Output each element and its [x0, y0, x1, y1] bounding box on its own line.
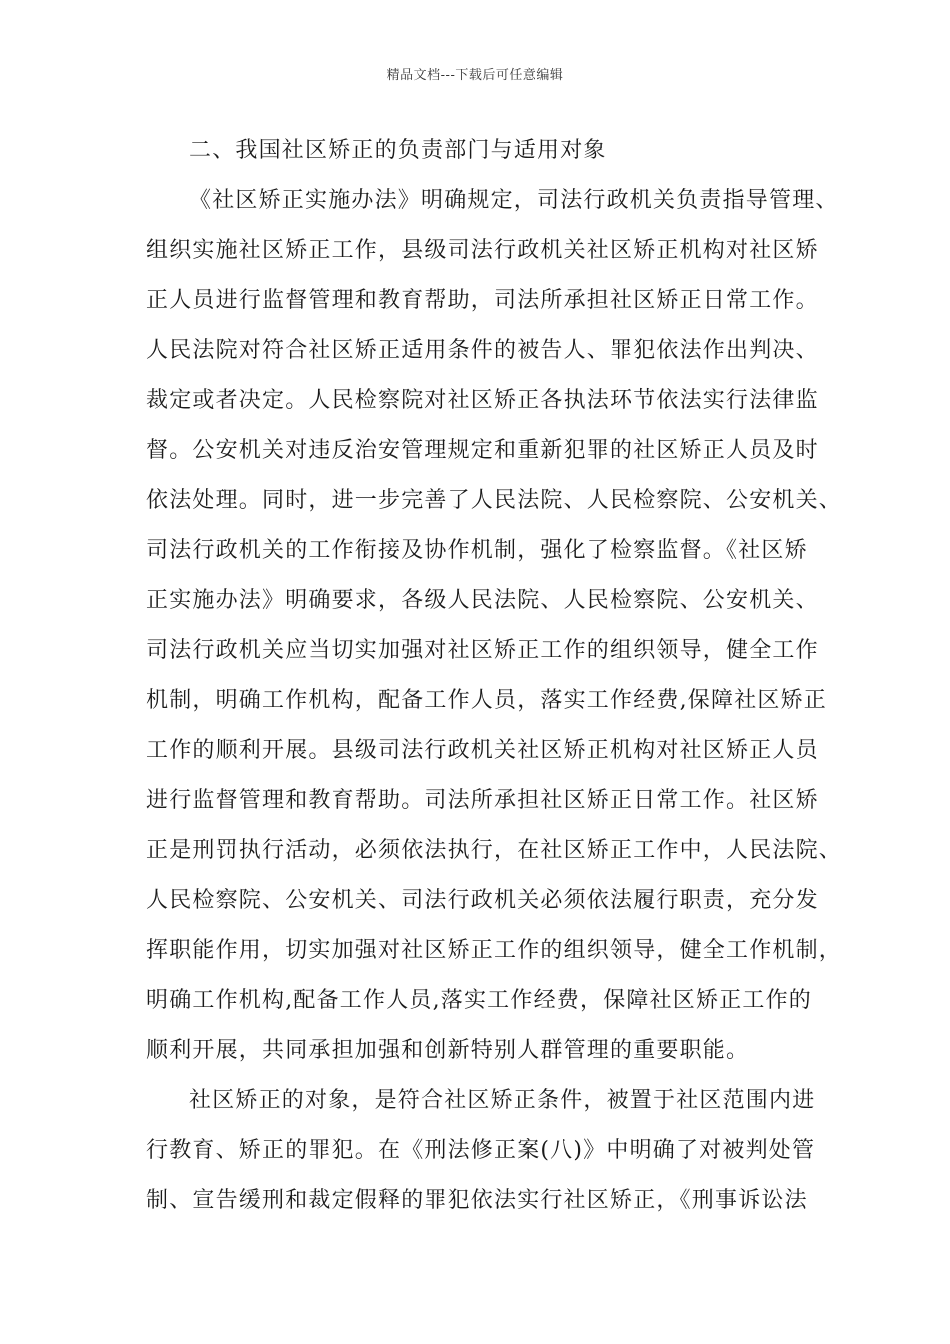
body-line: 正是刑罚执行活动，必须依法执行，在社区矫正工作中，人民法院、 — [146, 838, 843, 863]
body-line: 组织实施社区矫正工作，县级司法行政机关社区矫正机构对社区矫 — [146, 238, 819, 263]
body-line: 依法处理。同时，进一步完善了人民法院、人民检察院、公安机关、 — [146, 488, 843, 513]
body-line: 挥职能作用，切实加强对社区矫正工作的组织领导，健全工作机制， — [146, 938, 843, 963]
page-header: 精品文档---下载后可任意编辑 — [386, 68, 564, 83]
body-line: 司法行政机关的工作衔接及协作机制，强化了检察监督。《社区矫 — [146, 538, 808, 563]
body-line: 《社区矫正实施办法》明确规定，司法行政机关负责指导管理、 — [189, 188, 839, 213]
body-line: 人民法院对符合社区矫正适用条件的被告人、罪犯依法作出判决、 — [146, 338, 819, 363]
body-line: 行教育、矫正的罪犯。在《刑法修正案(八)》中明确了对被判处管 — [146, 1138, 816, 1163]
body-line: 进行监督管理和教育帮助。司法所承担社区矫正日常工作。社区矫 — [146, 788, 819, 813]
body-line: 工作的顺利开展。县级司法行政机关社区矫正机构对社区矫正人员 — [146, 738, 819, 763]
body-line: 顺利开展，共同承担加强和创新特别人群管理的重要职能。 — [146, 1038, 750, 1063]
body-line: 人民检察院、公安机关、司法行政机关必须依法履行职责，充分发 — [146, 888, 819, 913]
body-line: 社区矫正的对象，是符合社区矫正条件，被置于社区范围内进 — [189, 1088, 816, 1113]
body-line: 裁定或者决定。人民检察院对社区矫正各执法环节依法实行法律监 — [146, 388, 819, 413]
body-line: 机制，明确工作机构，配备工作人员，落实工作经费,保障社区矫正 — [146, 688, 827, 713]
body-line: 制、宣告缓刑和裁定假释的罪犯依法实行社区矫正，《刑事诉讼法 — [146, 1188, 808, 1213]
body-line: 司法行政机关应当切实加强对社区矫正工作的组织领导，健全工作 — [146, 638, 819, 663]
body-line: 正人员进行监督管理和教育帮助，司法所承担社区矫正日常工作。 — [146, 288, 819, 313]
section-heading: 二、我国社区矫正的负责部门与适用对象 — [189, 138, 607, 163]
body-line: 明确工作机构,配备工作人员,落实工作经费，保障社区矫正工作的 — [146, 988, 812, 1013]
body-line: 正实施办法》明确要求，各级人民法院、人民检察院、公安机关、 — [146, 588, 819, 613]
body-line: 督。公安机关对违反治安管理规定和重新犯罪的社区矫正人员及时 — [146, 438, 819, 463]
